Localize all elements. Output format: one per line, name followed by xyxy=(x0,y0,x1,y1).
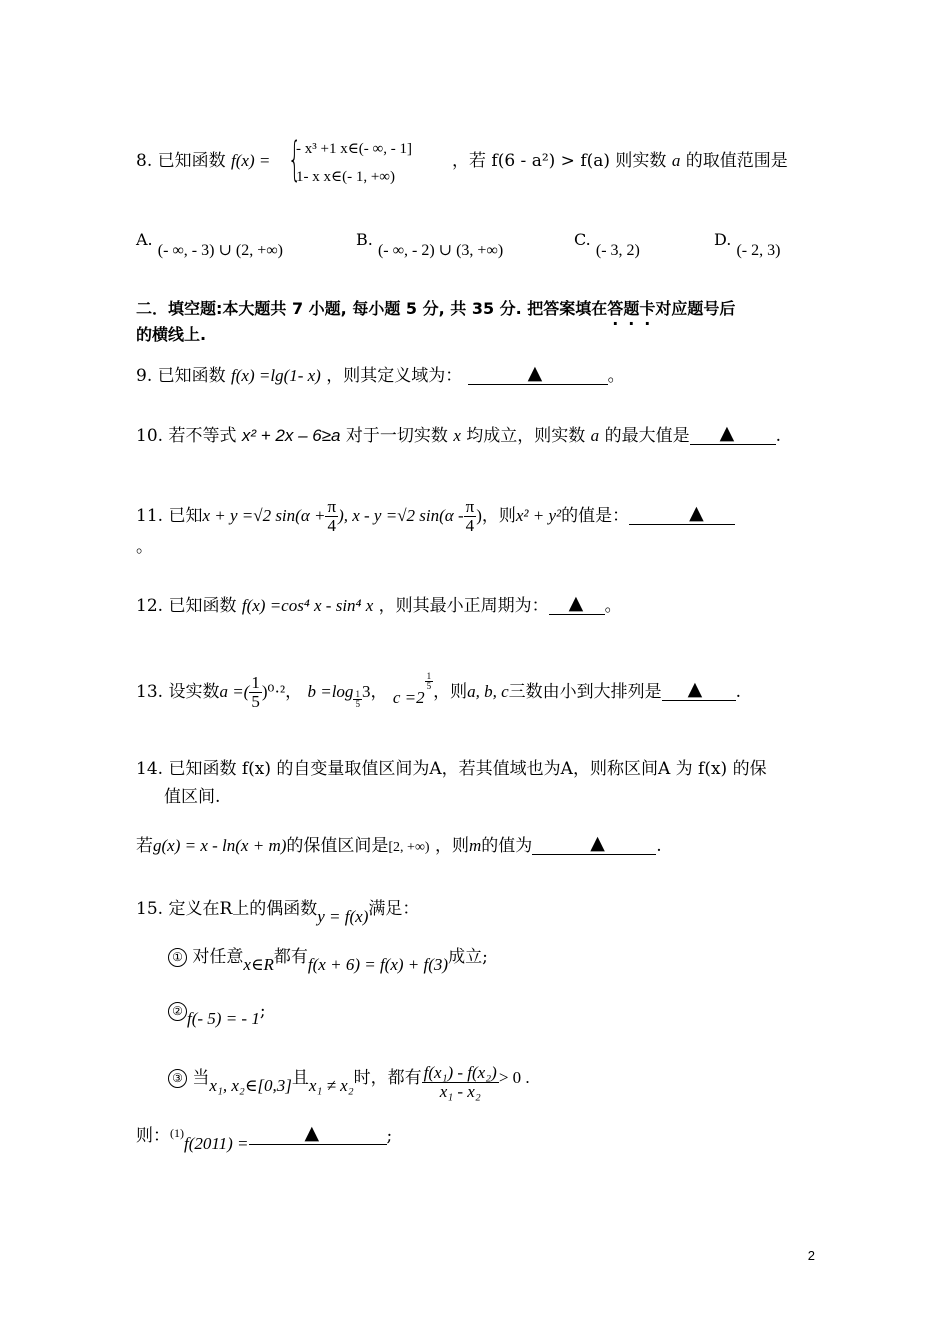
q13-b-base-den: 5 xyxy=(355,699,360,709)
q11-post2: 的值是： xyxy=(561,506,630,526)
triangle-icon: ▲ xyxy=(527,362,543,384)
q9-pre: 9. 已知函数 xyxy=(136,366,226,386)
q15-c3-pre: 当 xyxy=(192,1068,210,1088)
q8-number: 8. xyxy=(136,151,153,171)
q13-b-expr: b =log xyxy=(307,682,354,701)
q15-c3-mark: ③ xyxy=(168,1069,187,1088)
q15-answer-blank[interactable] xyxy=(249,1124,387,1145)
triangle-icon: ▲ xyxy=(590,832,605,854)
q15-c3-frac xyxy=(422,1064,499,1101)
q13-a-expr: a =( xyxy=(219,682,250,701)
q8-fx: f(x) = xyxy=(231,151,271,170)
q14-end: . xyxy=(656,836,662,856)
q15-c1-post: 成立; xyxy=(448,947,488,967)
q13-frac-num: 1 xyxy=(251,673,260,692)
q14-interval: [2, +∞) xyxy=(388,840,430,855)
q13-c-expr: c =2 xyxy=(392,688,425,707)
q15-answer-line xyxy=(136,1122,393,1153)
page-number: 2 xyxy=(807,1248,815,1263)
q15-line1-post: 满足： xyxy=(368,899,420,919)
q10-mid: 对于一切实数 xyxy=(345,426,448,446)
q13-post2: 三数由小到大排列是 xyxy=(508,682,662,702)
q8-option-d-text: (- 2, 3) xyxy=(736,242,781,259)
q9-line xyxy=(136,364,625,387)
q8-brace-icon: { xyxy=(288,132,302,186)
q13-end: . xyxy=(735,682,742,702)
q15-c3-ne: x₁ ≠ x₂ xyxy=(308,1076,354,1095)
q11-answer-blank[interactable] xyxy=(629,504,735,525)
triangle-icon: ▲ xyxy=(719,422,735,444)
q13-c-exp xyxy=(425,672,434,691)
q13-a-exp: )⁰·² xyxy=(261,682,286,701)
q8-option-a-text: (- ∞, - 3) ∪ (2, +∞) xyxy=(157,242,283,259)
q9-expr: f(x) =lg(1- x) xyxy=(231,366,321,385)
q8-condition-line xyxy=(452,150,788,172)
q14-line3-mid2: ，则 xyxy=(435,836,469,856)
q10-end: . xyxy=(775,426,781,446)
q13-b-base xyxy=(353,690,362,709)
section2-dotted-3: 卡 xyxy=(639,299,656,318)
q15-c2-expr: f(- 5) = - 1 xyxy=(187,1009,260,1028)
q10-expr: x² + 2x – 6≥a xyxy=(241,426,341,445)
q15-c2-mark: ② xyxy=(168,1002,187,1021)
q13-line: 13. 设实数a =( $\frac{1}{5}$ )⁰·²， b =log $\frac{1}{5}$ 3， c =2 $\frac{1}{5}$ ，则a, b, c三数由小到大排列是 ▲ . xyxy=(136,671,742,711)
q13-b-base-num: 1 xyxy=(355,689,360,699)
q14-answer-blank[interactable] xyxy=(532,834,656,855)
q11-frac2-num: π xyxy=(465,497,475,516)
q8-option-c xyxy=(574,230,640,259)
q15-c1-pre: 对任意 xyxy=(192,947,244,967)
q13-c-exp-den: 5 xyxy=(426,681,432,691)
q11-expr1: x + y =√2 sin(α + xyxy=(202,506,326,525)
q8-line xyxy=(136,150,270,172)
q8-option-c-text: (- 3, 2) xyxy=(595,242,640,259)
q8-option-b-text: (- ∞, - 2) ∪ (3, +∞) xyxy=(377,242,504,259)
section2-line1-post: 对应题号后 xyxy=(655,299,736,318)
q14-m: m xyxy=(469,836,482,855)
q14-line3-post: 的值为 xyxy=(481,836,533,856)
q15-line1-pre: 15. 定义在R上的偶函数 xyxy=(136,899,318,919)
q15-c3-post: > 0 . xyxy=(498,1068,530,1087)
q8-case2: 1- x x∈(- 1, +∞) xyxy=(296,169,395,185)
q12-end: 。 xyxy=(604,596,622,616)
q8-option-d xyxy=(714,230,781,259)
q15-ans-expr: f(2011) = xyxy=(184,1134,249,1153)
q11-expr4: x² + y² xyxy=(515,506,562,525)
q13-c-exp-num: 1 xyxy=(426,671,432,681)
q14-line1: 14. 已知函数 f(x) 的自变量取值区间为A，若其值域也为A，则称区间A 为 f(x) 的保 xyxy=(136,759,767,779)
q15-condition3 xyxy=(168,1064,530,1101)
q8-var: a xyxy=(671,151,681,170)
q13-b-arg: 3 xyxy=(361,682,371,701)
q11-frac1-den: 4 xyxy=(327,516,337,535)
q13-pre: 13. 设实数 xyxy=(136,682,220,702)
q11-post: ，则 xyxy=(481,506,516,526)
q15-c2-post: ; xyxy=(259,1001,266,1021)
triangle-icon: ▲ xyxy=(687,678,703,700)
q8-option-d-letter: D. xyxy=(714,230,732,249)
section2-header-line1 xyxy=(136,298,735,320)
q8-option-a-letter: A. xyxy=(136,230,153,249)
q12-pre: 12. 已知函数 xyxy=(136,596,237,616)
q13-vars: a, b, c xyxy=(467,682,509,701)
q11-frac1-num: π xyxy=(327,497,337,516)
section2-header-line2: 的横线上. xyxy=(136,325,207,344)
q10-a: a xyxy=(590,426,600,445)
q9-end: 。 xyxy=(607,366,625,386)
q10-pre: 10. 若不等式 xyxy=(136,426,237,446)
q15-c1-x: x∈R xyxy=(243,955,274,974)
q15-ans-end: ; xyxy=(386,1126,393,1146)
q8-option-a xyxy=(136,230,283,259)
q13-frac-den: 5 xyxy=(251,692,260,711)
section2-line1-pre: 二．填空题:本大题共 7 小题, 每小题 5 分, 共 35 分. 把答案填在 xyxy=(136,299,608,318)
q8-prefix: 已知函数 xyxy=(157,151,226,171)
q8-option-b-letter: B. xyxy=(356,230,373,249)
q15-c3-x: x₁, x₂∈[0,3] xyxy=(209,1076,292,1095)
q14-line2: 值区间. xyxy=(164,787,221,807)
q15-c3-mid2: 时，都有 xyxy=(353,1068,422,1088)
q15-condition2 xyxy=(168,1000,266,1028)
q12-line xyxy=(136,594,622,617)
q11-expr3: ) xyxy=(476,506,482,525)
q11-pre: 11. 已知 xyxy=(136,506,203,526)
q10-mid2: 均成立，则实数 xyxy=(466,426,586,446)
q14-line3-pre: 若 xyxy=(136,836,153,856)
q15-c1-expr: f(x + 6) = f(x) + f(3) xyxy=(307,955,449,974)
q13-frac xyxy=(249,674,262,711)
q10-line xyxy=(136,424,781,447)
q11-frac1 xyxy=(325,498,338,535)
triangle-icon: ▲ xyxy=(568,592,584,614)
q11-end: 。 xyxy=(136,537,153,557)
q9-answer-blank[interactable] xyxy=(468,364,608,385)
q15-ans-pre: 则： xyxy=(136,1126,170,1146)
q8-suffix: 的取值范围是 xyxy=(685,151,788,171)
q12-post: ，则其最小正周期为： xyxy=(378,596,549,616)
q15-line1 xyxy=(136,898,420,926)
q15-condition1 xyxy=(168,946,488,974)
q11-expr2: ), x - y =√2 sin(α - xyxy=(338,506,464,525)
q10-post: 的最大值是 xyxy=(604,426,690,446)
q14-line3 xyxy=(136,834,662,859)
q8-case1: - x³ +1 x∈(- ∞, - 1] xyxy=(296,141,412,157)
q15-c1-mid: 都有 xyxy=(273,947,308,967)
triangle-icon: ▲ xyxy=(304,1122,320,1144)
q12-expr: f(x) =cos⁴ x - sin⁴ x xyxy=(241,596,374,615)
q14-line3-mid: 的保值区间是 xyxy=(286,836,389,856)
q15-c3-frac-num: f(x₁) - f(x₂) xyxy=(423,1063,497,1082)
q10-x: x xyxy=(453,426,461,445)
q12-answer-blank[interactable] xyxy=(549,594,605,615)
triangle-icon: ▲ xyxy=(689,502,704,524)
q15-c3-mid: 且 xyxy=(291,1068,309,1088)
section2-dotted-2: 题 xyxy=(623,299,640,318)
q8-cond: ，若 f(6 - a²) > f(a) 则实数 xyxy=(452,151,667,171)
q13-post: ，则 xyxy=(433,682,468,702)
q14-g: g(x) = x - ln(x + m) xyxy=(153,836,287,855)
section2-dotted-1: 答 xyxy=(607,299,624,318)
q11-line xyxy=(136,498,735,535)
q8-option-b xyxy=(356,230,504,259)
q15-ans-num: (1) xyxy=(170,1126,184,1140)
q15-c1-mark: ① xyxy=(168,948,187,967)
q8-option-c-letter: C. xyxy=(574,230,591,249)
q11-frac2 xyxy=(464,498,477,535)
q11-frac2-den: 4 xyxy=(465,516,475,535)
q15-y: y = f(x) xyxy=(317,907,369,926)
q9-post: ，则其定义域为： xyxy=(326,366,463,386)
q13-answer-blank[interactable] xyxy=(662,680,736,701)
q15-c3-frac-den: x₁ - x₂ xyxy=(439,1082,481,1101)
q10-answer-blank[interactable] xyxy=(690,424,776,445)
